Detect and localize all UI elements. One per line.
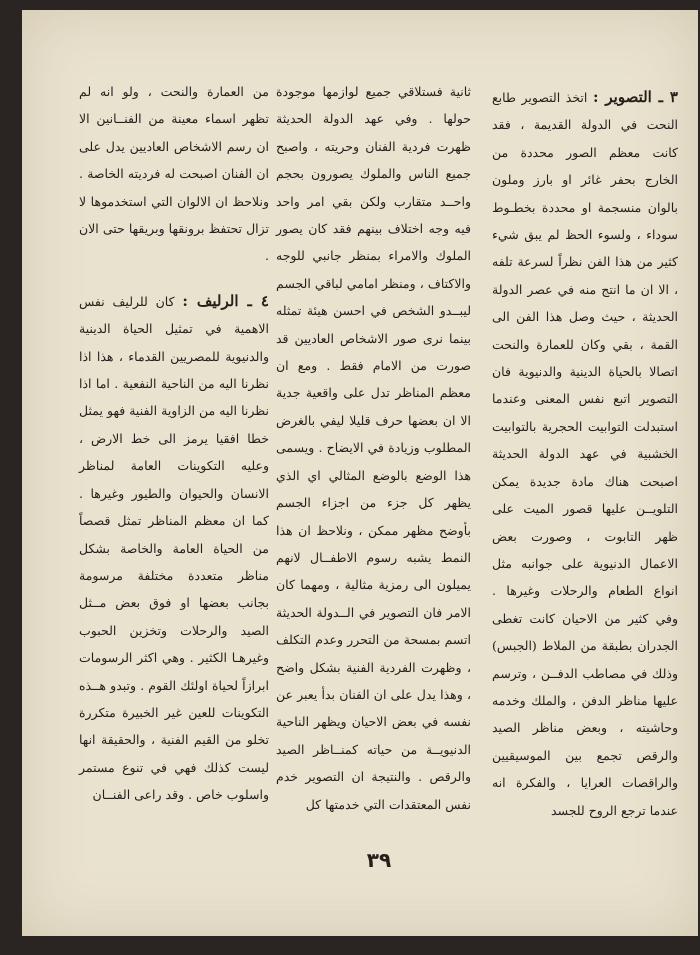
middle-text: ثانية فستلاقي جميع لوازمها موجودة حولها . وفي عهد الدولة الحديثة ظهرت فردية الفنان وحريته ، واصبح جميع الناس والملوك يصورون بحجم واحــد متقارب ولكن بقي امر واحد فيه وجه اختلاف بينهم فقد كان يصور الملوك والامراء بمنظر جانبي للوجه والاكتاف ، ومنظر امامي لباقي الجسم ليبــدو الشخص في احسن هيئة تمثله بينما نرى صور الاشخاص العاديين قد صورت من الامام فقط . ومع ان معظم المناظر تدل على واقعية جدية الا ان بعضها حرف قليلا ليفي بالغرض المطلوب وزيادة في الايضاح . ويسمى هذا الوضع بالوضع المثالي اي الذي يظهر كل جزء من اجزاء الجسم بأوضح مظهر ممكن ، ونلاحظ ان هذا النمط يشبه رسوم الاطفــال لانهم يميلون الى رمزية مثالية ، ومهما كان الامر فان التصوير في الــدولة الحديثة اتسم بمسحة من التحرر وعدم التكلف ، وظهرت الفردية الفنية بشكل واضح ، وهذا يدل على ان الفنان بدأ يعبر عن نفسه في بعض الاحيان ويظهر الناحية الدنيويــة من حياته كمنــاظر الصيد والرقص . والنتيجة ان التصوير خدم نفس المعتقدات التي خدمتها كل: [276, 84, 471, 812]
painting-section: [492, 84, 678, 824]
right-column: [492, 84, 678, 824]
relief-text: كان للرليف نفس الاهمية في تمثيل الحياة الدينية والدنيوية للمصريين القدماء ، هذا اذا نظرنا اليه من الناحية النفعية . اما اذا نظرنا اليه من الزاوية الفنية فهو يمثل خطا افقيا يرمز الى خط الارض ، وعليه التكوينات العامة لمناظر الانسان والحيوان والطيور وغيرها . كما ان معظم المناظر تمثل قصصاً من الحياة العامة والخاصة بشكل مناظر متعددة مختلفة مرسومة بجانب بعضها او فوق بعض مــثل الصيد والرحلات وتخزين الحبوب وغيرهـا الكثير . وهي اكثر الرسومات ابرازاً لحياة اولئك القوم . وتبدو هــذه التكوينات للعين غير الخبيرة متكررة تخلو من القيم الفنية ، والحقيقة انها ليست كذلك فهي في تنوع مستمر واسلوب خاص . وقد راعى الفنــان: [79, 293, 269, 803]
section-heading-relief: ٤ ـ الرليف :: [182, 291, 269, 310]
section-gap: [79, 270, 269, 288]
painting-text: اتخذ التصوير طابع النحت في الدولة القديمة ، فقد كانت معظم الصور محددة من الخارج بحفر غائر او بارز وملون بالوان منسجمة او محددة بخطـوط سوداء ، ولسوء الحظ لم يبق شيء كثير من هذا الفن نظراً لسرعة تلفه ، الا ان ما انتج منه في عصر الدولة الحديثة ، حيث وصل هذا الفن الى القمة ، بقي وكان للعمارة والنحت اتصالا بالحياة الدينية والدنيوية فان التصوير اتبع نفس المعنى وعندما استبدلت التوابيت الحجرية بالتوابيت الخشبية في عهد الدولة الحديثة اصبحت هناك مادة جديدة يمكن التلويــن عليها قصور الميت على ظهر التابوت ، وصورت بعض الاعمال الدنيوية على جوانبه مثل انواع الطعام والرحلات وغيرها . وفي كثير من الاحيان كانت تغطى الجدران بطبقة من الملاط (الجبس) وذلك في مصاطب الدفــن ، وترسم عليها مناظر الدفن ، والملك وخدمه وحاشيته ، وبعض مناظر الصيد والرقص تجمع بين الموسيقيين والراقصات العرايا ، والفكرة انه عندما ترجع الروح للجسد: [492, 90, 678, 818]
left-column: [79, 78, 269, 809]
relief-section: [79, 288, 269, 809]
section-heading-painting: ٣ ـ التصوير :: [592, 88, 678, 106]
middle-column: [276, 78, 471, 818]
left-intro-text: من العمارة والنحت ، ولو انه لم تظهر اسماء معينة من الفنــانين الا ان رسم الاشخاص العاديين يدل على ان الفنان اصبحت له فرديته الخاصة . ونلاحظ ان الالوان التي استخدموها لا تزال تحتفظ برونقها وبريقها حتى الان .: [79, 84, 269, 264]
document-page: [22, 10, 698, 936]
page-number: ٣٩: [366, 848, 392, 872]
